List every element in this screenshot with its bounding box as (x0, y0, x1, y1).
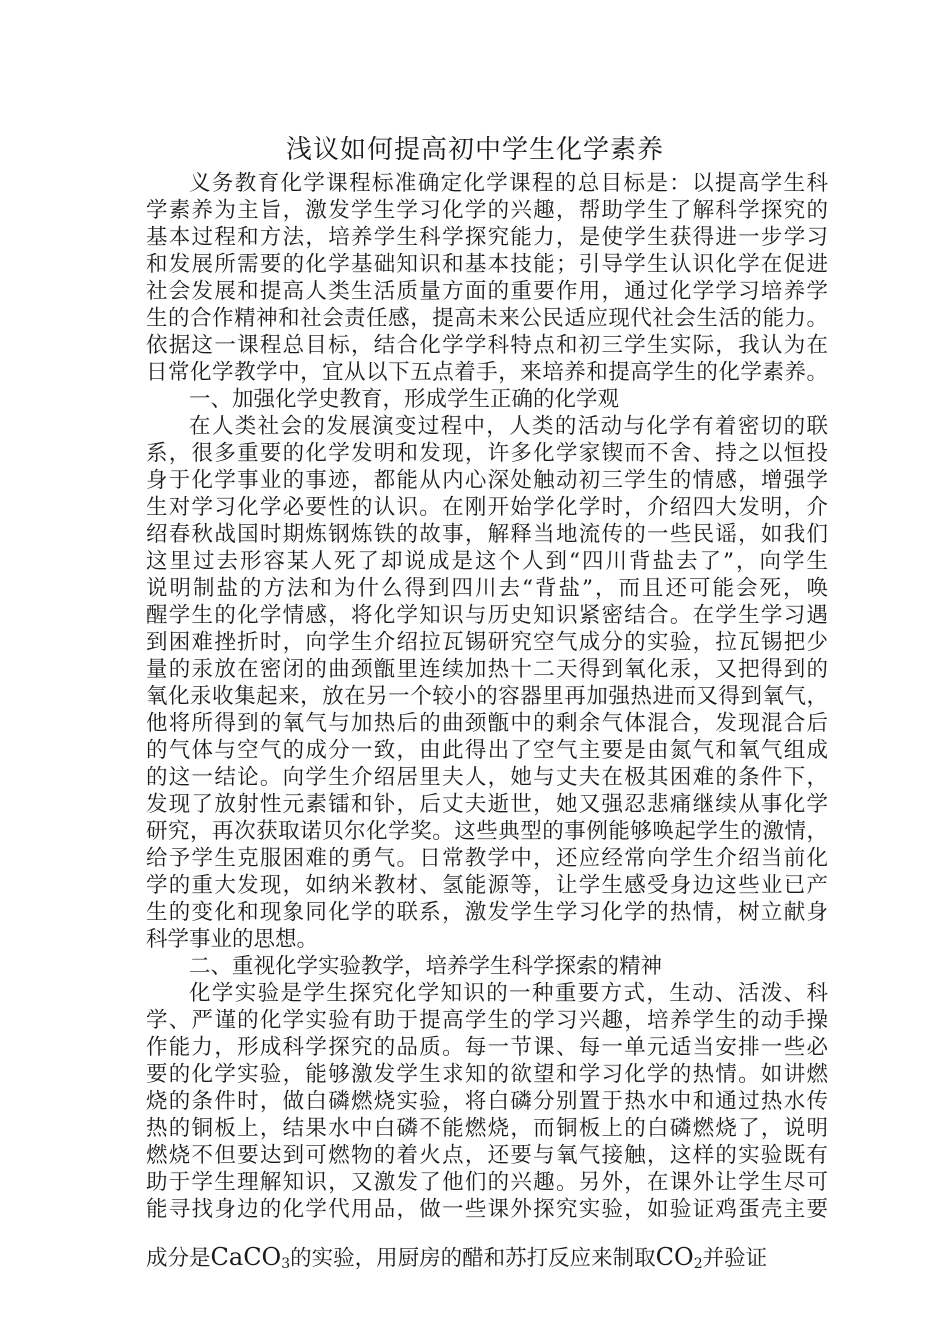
section-1-line: 研究，再次获取诺贝尔化学奖。这些典型的事例能够唤起学生的激情， (146, 819, 828, 844)
intro-line: 和发展所需要的化学基础知识和基本技能；引导学生认识化学在促进 (146, 252, 828, 277)
section-1-line: 的气体与空气的成分一致，由此得出了空气主要是由氮气和氧气组成 (146, 738, 828, 763)
section-1-line: 量的汞放在密闭的曲颈甑里连续加热十二天得到氧化汞，又把得到的 (146, 657, 828, 682)
formula-line-text: 成分是 (146, 1246, 211, 1271)
formula-subscript: 3 (281, 1256, 291, 1272)
section-2-line: 助于学生理解知识，又激发了他们的兴趣。另外，在课外让学生尽可 (146, 1170, 828, 1195)
formula-subscript: 2 (693, 1256, 703, 1272)
section-1-line: 生的变化和现象同化学的联系，激发学生学习化学的热情，树立献身 (146, 900, 828, 925)
intro-line: 日常化学教学中，宜从以下五点着手，来培养和提高学生的化学素养。 (146, 360, 828, 385)
section-1-line: 发现了放射性元素镭和钋，后丈夫逝世，她又强忍悲痛继续从事化学 (146, 792, 828, 817)
section-2-line: 学、严谨的化学实验有助于提高学生的学习兴趣，培养学生的动手操 (146, 1008, 828, 1033)
section-1-line: 绍春秋战国时期炼钢炼铁的故事，解释当地流传的一些民谣，如我们 (146, 522, 828, 547)
section-heading-2: 二、重视化学实验教学，培养学生科学探索的精神 (189, 954, 663, 979)
section-1-line: 这里过去形容某人死了却说成是这个人到“四川背盐去了”，向学生 (146, 549, 828, 574)
intro-line: 社会发展和提高人类生活质量方面的重要作用，通过化学学习培养学 (146, 279, 828, 304)
section-2-formula-line (146, 1241, 828, 1273)
section-1-line: 他将所得到的氧气与加热后的曲颈甑中的剩余气体混合，发现混合后 (146, 711, 828, 736)
section-2-line: 作能力，形成科学探究的品质。每一节课、每一单元适当安排一些必 (146, 1035, 828, 1060)
section-1-line: 说明制盐的方法和为什么得到四川去“背盐”，而且还可能会死，唤 (146, 576, 828, 601)
intro-line: 学素养为主旨，激发学生学习化学的兴趣，帮助学生了解科学探究的 (146, 198, 828, 223)
section-1-line: 的这一结论。向学生介绍居里夫人，她与丈夫在极其困难的条件下， (146, 765, 828, 790)
formula-base: CO (655, 1243, 694, 1271)
section-1-line: 生对学习化学必要性的认识。在刚开始学化学时，介绍四大发明，介 (146, 495, 828, 520)
formula-line-text: 并验证 (702, 1246, 768, 1271)
document-body (146, 170, 828, 1273)
section-1-line: 学的重大发现，如纳米教材、氢能源等，让学生感受身边这些业已产 (146, 873, 828, 898)
section-2-line: 要的化学实验，能够激发学生求知的欲望和学习化学的热情。如讲燃 (146, 1062, 828, 1087)
section-1-line: 科学事业的思想。 (146, 927, 319, 952)
chemical-formula-caco3 (211, 1243, 291, 1271)
section-2-line: 热的铜板上，结果水中白磷不能燃烧，而铜板上的白磷燃烧了，说明 (146, 1116, 828, 1141)
section-2-line: 化学实验是学生探究化学知识的一种重要方式，生动、活泼、科 (189, 981, 828, 1006)
section-heading-1: 一、加强化学史教育，形成学生正确的化学观 (189, 387, 620, 412)
formula-base: CaCO (210, 1243, 282, 1271)
section-2-line: 烧的条件时，做白磷燃烧实验，将白磷分别置于热水中和通过热水传 (146, 1089, 828, 1114)
section-2-line: 能寻找身边的化学代用品，做一些课外探究实验，如验证鸡蛋壳主要 (146, 1197, 828, 1222)
intro-line: 基本过程和方法，培养学生科学探究能力，是使学生获得进一步学习 (146, 225, 828, 250)
section-1-line: 醒学生的化学情感，将化学知识与历史知识紧密结合。在学生学习遇 (146, 603, 828, 628)
section-1-line: 系，很多重要的化学发明和发现，许多化学家锲而不舍、持之以恒投 (146, 441, 828, 466)
intro-line: 义务教育化学课程标准确定化学课程的总目标是：以提高学生科 (189, 171, 828, 196)
document-title: 浅议如何提高初中学生化学素养 (285, 135, 664, 165)
formula-line-text: 的实验，用厨房的醋和苏打反应来制取 (290, 1246, 656, 1271)
intro-line: 生的合作精神和社会责任感，提高未来公民适应现代社会生活的能力。 (146, 306, 828, 331)
section-1-line: 到困难挫折时，向学生介绍拉瓦锡研究空气成分的实验，拉瓦锡把少 (146, 630, 828, 655)
section-1-line: 氧化汞收集起来，放在另一个较小的容器里再加强热进而又得到氧气， (146, 684, 828, 709)
intro-line: 依据这一课程总目标，结合化学学科特点和初三学生实际，我认为在 (146, 333, 828, 358)
section-1-line: 在人类社会的发展演变过程中，人类的活动与化学有着密切的联 (189, 414, 828, 439)
section-1-line: 给予学生克服困难的勇气。日常教学中，还应经常向学生介绍当前化 (146, 846, 828, 871)
section-2-line: 燃烧不但要达到可燃物的着火点，还要与氧气接触，这样的实验既有 (146, 1143, 828, 1168)
section-1-line: 身于化学事业的事迹，都能从内心深处触动初三学生的情感，增强学 (146, 468, 828, 493)
chemical-formula-co2 (656, 1243, 703, 1271)
